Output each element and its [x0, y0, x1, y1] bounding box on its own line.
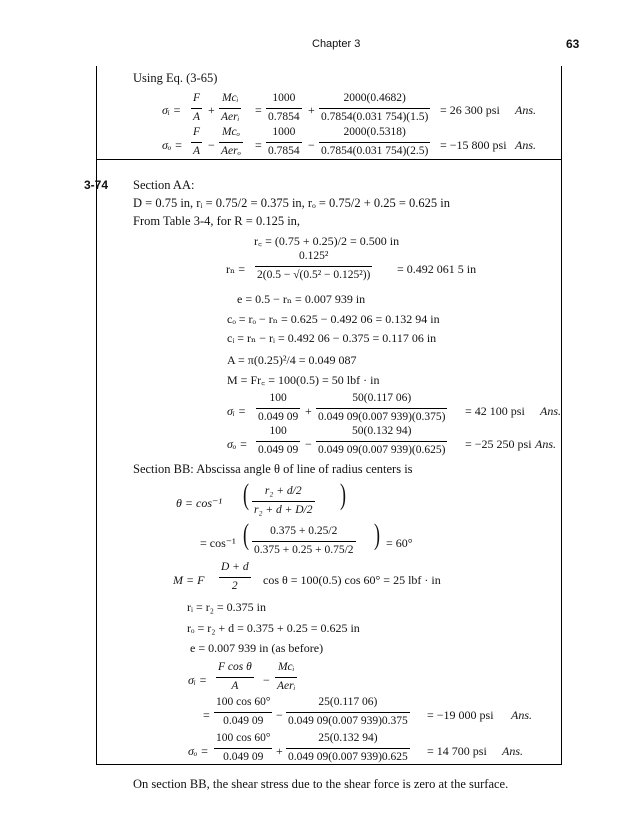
operator: = [203, 708, 210, 722]
paren-left: ( [243, 478, 249, 511]
operator: + [276, 744, 283, 758]
section-aa-heading: Section AA: [133, 178, 195, 192]
operator: − [276, 708, 283, 722]
ri-line: rᵢ = r₂ = 0.375 in [187, 600, 267, 614]
result: = −25 250 psi [465, 437, 532, 451]
operator: − [305, 437, 312, 451]
divider-top [96, 159, 561, 160]
sigma-i-bb-lhs: σᵢ = [188, 673, 207, 687]
frac: 1000 0.7854 [268, 92, 300, 123]
theta-fraction-2: 0.375 + 0.25/2 0.375 + 0.25 + 0.75/2 [254, 525, 354, 556]
frac: F A [193, 92, 201, 123]
footer-note: On section BB, the shear stress due to the shear force is zero at the surface. [133, 777, 509, 791]
frac: 100 cos 60° 0.049 09 [216, 732, 271, 763]
ans-label: Ans. [511, 708, 532, 722]
page-number: 63 [566, 37, 580, 51]
frac: F A [193, 126, 201, 157]
chapter-title: Chapter 3 [312, 38, 361, 50]
paren-left: ( [243, 518, 249, 551]
theta2-lhs: = cos⁻¹ [200, 536, 236, 550]
paren-right: ) [374, 518, 380, 551]
operator: − [208, 138, 215, 152]
frac: 25(0.132 94) 0.049 09(0.007 939)0.625 [288, 732, 408, 763]
ans-label: Ans. [515, 103, 536, 117]
section-bb-heading: Section BB: Abscissa angle θ of line of radius centers is [133, 462, 413, 476]
rn-lhs: rₙ = [226, 262, 245, 276]
rn-result: = 0.492 061 5 in [397, 262, 477, 276]
operator: + [305, 404, 312, 418]
sigma-o-bb-lhs: σₒ = [188, 744, 209, 758]
moment-bb-result: cos θ = 100(0.5) cos 60° = 25 lbf · in [263, 573, 441, 587]
intro-text: Using Eq. (3-65) [133, 71, 218, 85]
eccentricity-line: e = 0.5 − rₙ = 0.007 939 in [237, 292, 366, 306]
frac: 1000 0.7854 [268, 126, 300, 157]
from-table-line: From Table 3-4, for R = 0.125 in, [133, 214, 301, 228]
ans-label: Ans. [515, 138, 536, 152]
result: = 14 700 psi [427, 744, 487, 758]
frac: Mcᵢ Aerᵢ [221, 92, 240, 123]
sigma-i-lhs: σᵢ = [227, 404, 246, 418]
sigma-o-lhs: σₒ = [227, 437, 248, 451]
rn-fraction: 0.125² 2(0.5 − √(0.5² − 0.125²)) [257, 250, 371, 281]
frac: 2000(0.4682) 0.7854(0.031 754)(1.5) [321, 92, 429, 123]
sigma-o-lhs: σₒ = [162, 138, 183, 152]
ans-label: Ans. [540, 404, 561, 418]
ro-line: rₒ = r₂ + d = 0.375 + 0.25 = 0.625 in [187, 621, 360, 635]
frac: F cos θ A [218, 661, 252, 692]
ci-line: cᵢ = rₙ − rᵢ = 0.492 06 − 0.375 = 0.117 06 in [227, 331, 437, 345]
operator: − [263, 673, 270, 687]
operator: = [255, 138, 262, 152]
frac: 25(0.117 06) 0.049 09(0.007 939)0.375 [288, 696, 408, 727]
co-line: cₒ = rₒ − rₙ = 0.625 − 0.492 06 = 0.132 94 in [227, 312, 440, 326]
dimensions-line: D = 0.75 in, rᵢ = 0.75/2 = 0.375 in, rₒ = 0.75/2 + 0.25 = 0.625 in [133, 196, 451, 210]
operator: = [255, 103, 262, 117]
area-line: A = π(0.25)²/4 = 0.049 087 [227, 353, 357, 367]
frac: 100 cos 60° 0.049 09 [216, 696, 271, 727]
ans-label: Ans. [535, 437, 556, 451]
moment-bb-fraction: D + d 2 [221, 561, 249, 592]
result: = 26 300 psi [440, 103, 500, 117]
result: = −19 000 psi [427, 708, 494, 722]
moment-bb-lhs: M = F [173, 573, 205, 587]
result: = −15 800 psi [440, 138, 507, 152]
problem-number: 3-74 [84, 178, 109, 192]
theta-lhs: θ = cos⁻¹ [176, 496, 222, 510]
operator: + [208, 103, 215, 117]
theta-result: = 60° [386, 536, 413, 550]
theta-fraction: r₂ + d/2 r₂ + d + D/2 [254, 485, 313, 516]
result: = 42 100 psi [465, 404, 525, 418]
sigma-i-lhs: σᵢ = [162, 103, 181, 117]
operator: − [308, 138, 315, 152]
frac: 2000(0.5318) 0.7854(0.031 754)(2.5) [321, 126, 429, 157]
paren-right: ) [340, 478, 346, 511]
moment-line: M = Fr꜀ = 100(0.5) = 50 lbf · in [227, 373, 380, 387]
operator: + [308, 103, 315, 117]
frac: 100 0.049 09 [258, 425, 299, 456]
frac: 100 0.049 09 [258, 392, 299, 423]
frac: Mcₒ Aerₒ [221, 126, 241, 157]
frac: 50(0.117 06) 0.049 09(0.007 939)(0.375) [318, 392, 446, 423]
ans-label: Ans. [502, 744, 523, 758]
e-before-line: e = 0.007 939 in (as before) [190, 641, 324, 655]
frac: 50(0.132 94) 0.049 09(0.007 939)(0.625) [318, 425, 446, 456]
frac: Mcᵢ Aerᵢ [277, 661, 296, 692]
rc-line: r꜀ = (0.75 + 0.25)/2 = 0.500 in [254, 234, 400, 248]
